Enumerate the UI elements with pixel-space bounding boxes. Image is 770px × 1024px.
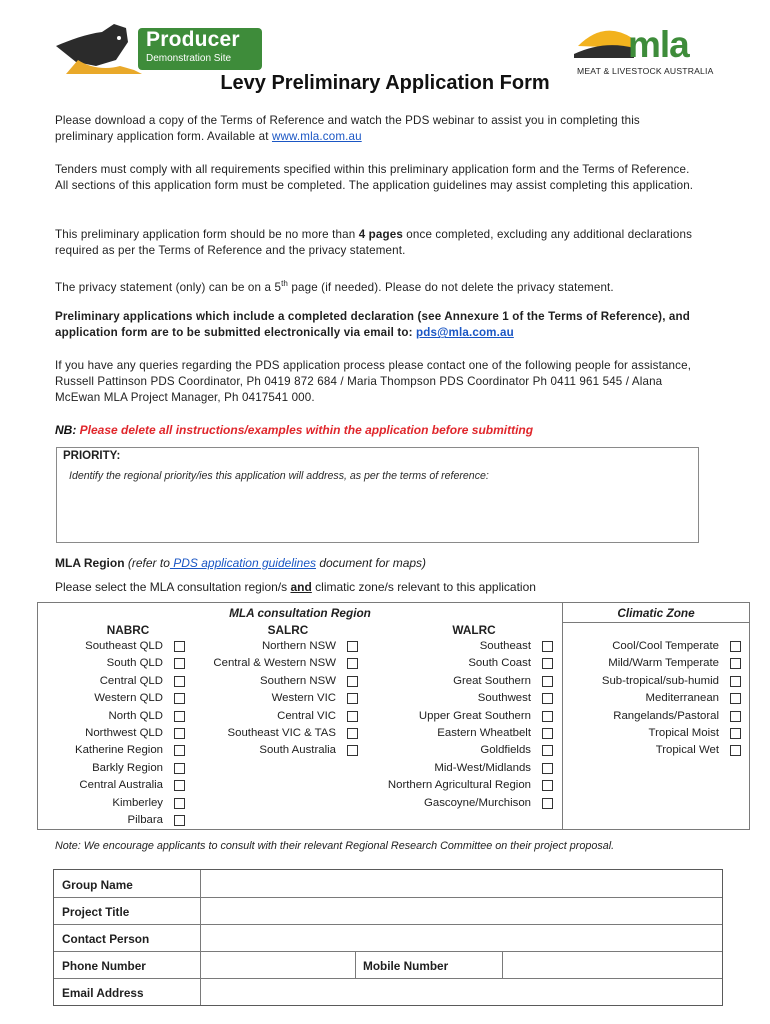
- group-name-label: Group Name: [62, 878, 133, 892]
- salrc-option[interactable]: [188, 673, 358, 690]
- checkbox[interactable]: [174, 780, 185, 791]
- page-limit-paragraph: This preliminary application form should be no more than 4 pages once completed, excluding any additional declarations required as per the Terms of Reference and the privacy statement.: [55, 228, 693, 258]
- checkbox[interactable]: [347, 676, 358, 687]
- option-label: Western VIC: [271, 692, 336, 705]
- group-name-field[interactable]: [201, 870, 722, 897]
- option-label: Tropical Wet: [655, 744, 719, 757]
- project-title-label: Project Title: [62, 905, 130, 919]
- salrc-option[interactable]: [188, 708, 358, 725]
- checkbox[interactable]: [730, 693, 741, 704]
- nabrc-option[interactable]: [38, 742, 185, 759]
- checkbox[interactable]: [174, 641, 185, 652]
- region-header: MLA consultation Region: [229, 606, 371, 620]
- checkbox[interactable]: [542, 728, 553, 739]
- option-label: Barkly Region: [92, 761, 163, 774]
- phone-number-field[interactable]: [201, 951, 355, 978]
- nabrc-option[interactable]: [38, 777, 185, 794]
- contact-person-field[interactable]: [201, 924, 722, 951]
- option-label: Southeast QLD: [85, 640, 163, 652]
- walrc-header: WALRC: [452, 623, 496, 637]
- checkbox[interactable]: [730, 711, 741, 722]
- email-link[interactable]: pds@mla.com.au: [416, 326, 514, 340]
- option-label: Cool/Cool Temperate: [612, 640, 719, 652]
- option-label: South Australia: [259, 744, 336, 757]
- checkbox[interactable]: [542, 641, 553, 652]
- climate-option[interactable]: [568, 690, 741, 707]
- nabrc-option[interactable]: [38, 795, 185, 812]
- walrc-option[interactable]: [358, 777, 553, 794]
- nabrc-option[interactable]: [38, 725, 185, 742]
- tender-paragraph: Tenders must comply with all requirements specified within this preliminary application form and the Terms of Reference. All sections of this application form must be completed. The application guidelines may assist completing this application.: [55, 163, 694, 193]
- option-label: Northern Agricultural Region: [387, 779, 531, 792]
- climate-option[interactable]: [568, 742, 741, 759]
- sun-landscape-icon: [574, 18, 634, 62]
- priority-label: PRIORITY:: [63, 450, 121, 462]
- consultation-note: Note: We encourage applicants to consult with their relevant Regional Research Committee on their project proposal.: [55, 840, 615, 852]
- climate-option[interactable]: [568, 708, 741, 725]
- walrc-option[interactable]: [358, 655, 553, 672]
- checkbox[interactable]: [730, 728, 741, 739]
- walrc-option[interactable]: [358, 760, 553, 777]
- checkbox[interactable]: [730, 641, 741, 652]
- mla-logo: [574, 18, 724, 80]
- submission-paragraph: Preliminary applications which include a completed declaration (see Annexure 1 of the Terms of Reference), and application form are to be submitted electronically via email to: pds@mla.com.au: [55, 310, 690, 340]
- option-label: Northwest QLD: [85, 727, 163, 739]
- intro-paragraph: Please download a copy of the Terms of Reference and watch the PDS webinar to assist you in completing this preliminary application form. Available at www.mla.com.au: [55, 114, 640, 144]
- contacts-paragraph: If you have any queries regarding the PDS application process please contact one of the following people for assistance, Russell Pattinson PDS Coordinator, Ph 0419 872 684 / Maria Thompson PDS Coordinator Ph 0411 961 545 / Alana McEwan MLA Project Manager, Ph 0417541 000.: [55, 359, 692, 405]
- climate-option[interactable]: [568, 725, 741, 742]
- nabrc-option[interactable]: [38, 760, 185, 777]
- producer-demonstration-site-logo: [56, 20, 266, 74]
- option-label: Katherine Region: [74, 744, 163, 757]
- option-label: Goldfields: [480, 744, 531, 757]
- salrc-header: SALRC: [267, 623, 309, 637]
- pds-title: Producer: [146, 28, 240, 51]
- priority-box[interactable]: [56, 447, 699, 543]
- option-label: Central Australia: [79, 779, 163, 792]
- checkbox[interactable]: [347, 658, 358, 669]
- option-label: Kimberley: [112, 796, 163, 809]
- checkbox[interactable]: [347, 693, 358, 704]
- option-label: Tropical Moist: [648, 727, 719, 739]
- checkbox[interactable]: [174, 711, 185, 722]
- checkbox[interactable]: [542, 711, 553, 722]
- option-label: Southeast VIC & TAS: [227, 727, 336, 739]
- checkbox[interactable]: [542, 745, 553, 756]
- checkbox[interactable]: [174, 676, 185, 687]
- option-label: Southeast: [479, 640, 531, 652]
- option-label: Great Southern: [453, 674, 531, 687]
- option-label: Southwest: [477, 692, 531, 705]
- checkbox[interactable]: [730, 745, 741, 756]
- nabrc-option[interactable]: [38, 812, 185, 829]
- mobile-number-label: Mobile Number: [363, 959, 449, 973]
- nb-warning: NB: Please delete all instructions/examples within the application before submitting: [55, 423, 534, 437]
- checkbox[interactable]: [347, 641, 358, 652]
- nabrc-option[interactable]: [38, 655, 185, 672]
- phone-row: [54, 951, 722, 978]
- option-label: Gascoyne/Murchison: [424, 796, 531, 809]
- checkbox[interactable]: [542, 658, 553, 669]
- project-title-field[interactable]: [201, 897, 722, 924]
- checkbox[interactable]: [542, 693, 553, 704]
- salrc-option[interactable]: [188, 725, 358, 742]
- walrc-option[interactable]: [358, 673, 553, 690]
- region-table: [37, 602, 750, 830]
- mla-wordmark: mla: [628, 24, 689, 65]
- option-label: Mediterranean: [645, 692, 719, 705]
- checkbox[interactable]: [542, 780, 553, 791]
- option-label: Southern NSW: [260, 674, 336, 687]
- walrc-option[interactable]: [358, 690, 553, 707]
- option-label: Northern NSW: [261, 640, 336, 652]
- option-label: Western QLD: [94, 692, 163, 705]
- option-label: Upper Great Southern: [418, 709, 531, 722]
- contact-person-row: [54, 924, 722, 951]
- nabrc-option[interactable]: [38, 673, 185, 690]
- option-label: South QLD: [106, 657, 163, 670]
- option-label: Central & Western NSW: [213, 657, 336, 670]
- table-divider: [562, 603, 563, 829]
- climate-option[interactable]: [568, 673, 741, 690]
- option-label: Mild/Warm Temperate: [608, 657, 719, 670]
- climate-option[interactable]: [568, 655, 741, 672]
- mla-region-heading: MLA Region (refer to PDS application guidelines document for maps): [55, 556, 427, 570]
- contact-person-label: Contact Person: [62, 932, 150, 946]
- email-row: [54, 978, 722, 1005]
- climate-header: Climatic Zone: [617, 606, 695, 620]
- checkbox[interactable]: [347, 745, 358, 756]
- phone-number-label: Phone Number: [62, 959, 146, 973]
- option-label: Central VIC: [277, 709, 336, 722]
- nabrc-option[interactable]: [38, 638, 185, 655]
- climate-option[interactable]: [568, 638, 741, 655]
- nabrc-header: NABRC: [106, 623, 150, 637]
- checkbox[interactable]: [542, 763, 553, 774]
- option-label: Central QLD: [99, 674, 163, 687]
- checkbox[interactable]: [347, 711, 358, 722]
- checkbox[interactable]: [174, 798, 185, 809]
- cattle-icon: [56, 20, 146, 74]
- checkbox[interactable]: [174, 728, 185, 739]
- option-label: Mid-West/Midlands: [434, 761, 531, 774]
- applicant-details-table: [53, 869, 723, 1006]
- mobile-number-field[interactable]: [503, 951, 722, 978]
- pds-subtitle: Demonstration Site: [146, 53, 232, 64]
- checkbox[interactable]: [347, 728, 358, 739]
- group-name-row: [54, 870, 722, 897]
- region-select-instruction: Please select the MLA consultation region/s and climatic zone/s relevant to this application: [55, 580, 536, 594]
- salrc-option[interactable]: [188, 638, 358, 655]
- walrc-option[interactable]: [358, 725, 553, 742]
- checkbox[interactable]: [174, 815, 185, 826]
- priority-instruction: Identify the regional priority/ies this application will address, as per the terms of reference:: [69, 470, 489, 482]
- checkbox[interactable]: [174, 745, 185, 756]
- checkbox[interactable]: [174, 763, 185, 774]
- email-address-field[interactable]: [201, 978, 722, 1005]
- mla-subtitle: MEAT & LIVESTOCK AUSTRALIA: [577, 66, 714, 76]
- checkbox[interactable]: [730, 658, 741, 669]
- salrc-option[interactable]: [188, 742, 358, 759]
- walrc-option[interactable]: [358, 708, 553, 725]
- option-label: Eastern Wheatbelt: [437, 727, 531, 739]
- checkbox[interactable]: [730, 676, 741, 687]
- option-label: Sub-tropical/sub-humid: [601, 674, 719, 687]
- checkbox[interactable]: [174, 693, 185, 704]
- mla-website-link[interactable]: www.mla.com.au: [271, 130, 362, 144]
- option-label: South Coast: [468, 657, 531, 670]
- checkbox[interactable]: [174, 658, 185, 669]
- walrc-option[interactable]: [358, 795, 553, 812]
- option-label: North QLD: [108, 709, 163, 722]
- option-label: Rangelands/Pastoral: [613, 709, 719, 722]
- table-divider: [563, 622, 749, 623]
- walrc-option[interactable]: [358, 742, 553, 759]
- nabrc-option[interactable]: [38, 708, 185, 725]
- checkbox[interactable]: [542, 798, 553, 809]
- option-label: Pilbara: [127, 814, 163, 826]
- page-title: Levy Preliminary Application Form: [220, 72, 550, 94]
- nabrc-option[interactable]: [38, 690, 185, 707]
- privacy-paragraph: The privacy statement (only) can be on a 5th page (if needed). Please do not delete the privacy statement.: [55, 279, 614, 294]
- salrc-option[interactable]: [188, 655, 358, 672]
- project-title-row: [54, 897, 722, 924]
- salrc-option[interactable]: [188, 690, 358, 707]
- email-address-label: Email Address: [62, 986, 144, 1000]
- checkbox[interactable]: [542, 676, 553, 687]
- pds-guidelines-link[interactable]: PDS application guidelines: [169, 556, 316, 570]
- walrc-option[interactable]: [358, 638, 553, 655]
